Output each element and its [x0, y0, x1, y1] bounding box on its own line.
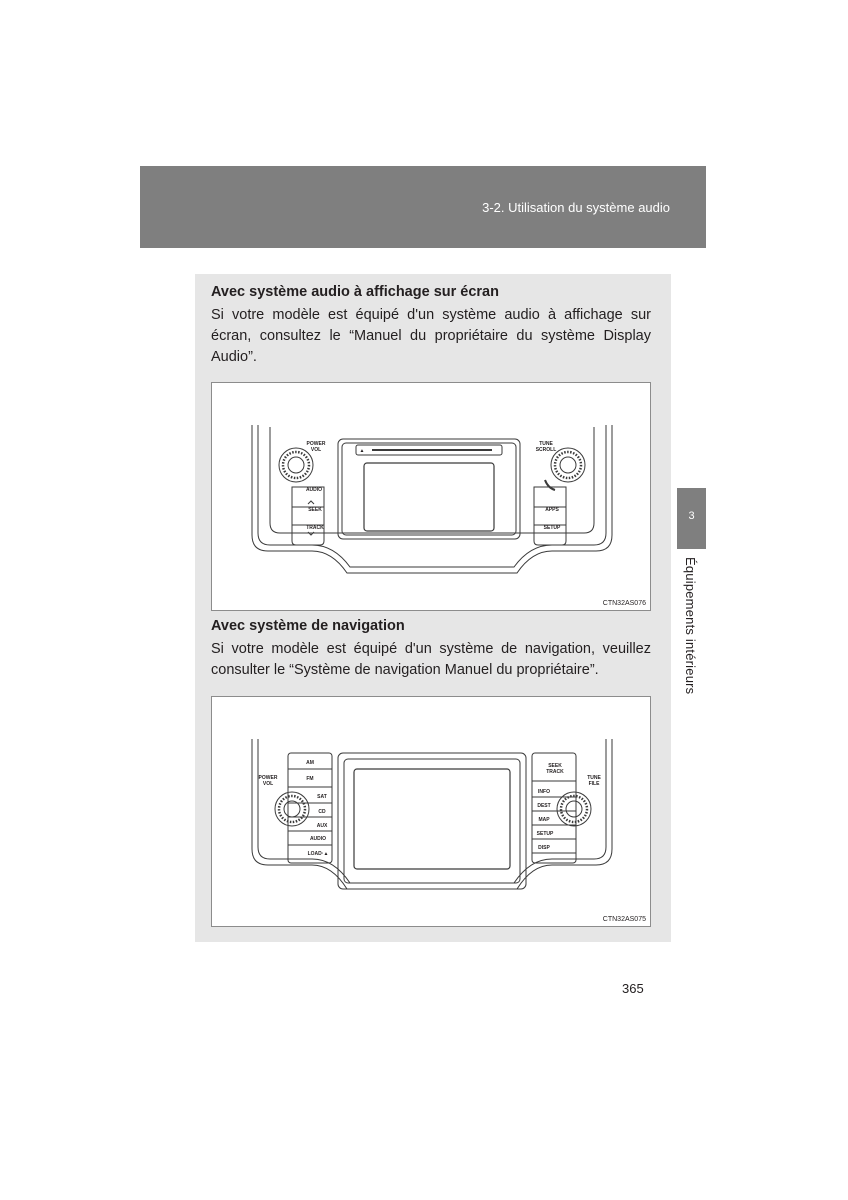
content-box	[195, 274, 671, 942]
label-tune: TUNE	[539, 441, 553, 447]
navigation-illustration	[212, 697, 652, 928]
label-fm: FM	[306, 776, 314, 782]
figure-code: CTN32AS076	[602, 600, 646, 607]
label-track-nav: TRACK	[546, 769, 564, 775]
label-aux: AUX	[316, 823, 328, 829]
label-track: TRACK	[306, 525, 324, 531]
label-am: AM	[306, 760, 314, 766]
label-sat: SAT	[317, 794, 327, 800]
label-seek-nav: SEEK	[548, 763, 562, 769]
chapter-tab	[677, 488, 706, 549]
label-tune-nav: TUNE	[587, 775, 601, 781]
label-disp: DISP	[538, 845, 550, 851]
label-setup-nav: SETUP	[536, 831, 554, 837]
eject-icon: ▲	[359, 448, 365, 454]
label-info: INFO	[538, 789, 550, 795]
figure-navigation	[211, 696, 651, 927]
section-heading-navigation: Avec système de navigation	[211, 618, 405, 634]
label-apps: APPS	[545, 507, 559, 513]
section-text-display-audio: Si votre modèle est équipé d'un système audio à affichage sur écran, consultez le “Manuel du propriétaire du système Display Audio”.	[211, 307, 651, 365]
chapter-number: 3	[688, 510, 695, 522]
section-text-navigation: Si votre modèle est équipé d'un système de navigation, veuillez consulter le “Système de navigation Manuel du propriétaire”.	[211, 641, 651, 678]
label-map: MAP	[538, 817, 550, 823]
label-scroll: SCROLL	[535, 447, 557, 453]
label-audio-nav: AUDIO	[309, 836, 327, 842]
page-number: 365	[622, 981, 644, 996]
label-load: LOAD·▲	[307, 851, 329, 857]
label-vol-nav: VOL	[262, 781, 274, 787]
display-audio-illustration	[212, 383, 652, 612]
label-seek: SEEK	[308, 507, 322, 513]
chapter-label: Équipements intérieurs	[683, 557, 698, 695]
label-cd: CD	[318, 809, 326, 815]
figure-display-audio	[211, 382, 651, 611]
label-power: POWER	[306, 441, 326, 447]
label-power-nav: POWER	[258, 775, 278, 781]
label-audio: AUDIO	[305, 487, 323, 493]
chapter-header-band	[140, 166, 706, 248]
label-vol: VOL	[310, 447, 322, 453]
label-setup: SETUP	[543, 525, 561, 531]
label-dest: DEST	[537, 803, 551, 809]
section-heading-display-audio: Avec système audio à affichage sur écran	[211, 284, 499, 300]
section-title: 3-2. Utilisation du système audio	[482, 200, 670, 215]
label-file-nav: FILE	[588, 781, 600, 787]
figure-code: CTN32AS075	[602, 916, 646, 923]
